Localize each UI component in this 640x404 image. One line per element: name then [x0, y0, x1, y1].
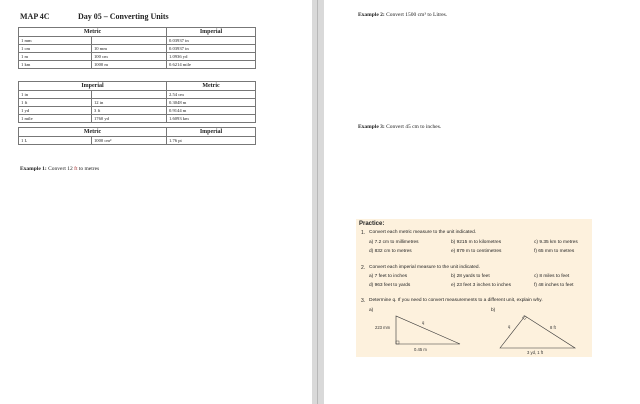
q2-item-e: e) 23 feet 3 inches to inches [451, 283, 511, 288]
table-cell: 1 mile [19, 115, 92, 123]
triangle-b-bottom-label: 3 yd, 1 ft [527, 350, 544, 355]
table-cell: 1.0936 yd [167, 53, 256, 61]
triangle-a-left-label: 223 mm [375, 325, 391, 330]
table-cell: 3 ft [92, 107, 167, 115]
table-row [19, 45, 256, 53]
metric-to-imperial-length-table [18, 27, 256, 69]
q1-number: 1. [361, 230, 366, 236]
q1-item-d: d) 832 cm to metres [369, 249, 412, 254]
q1-item-a: a) 7.2 cm to millimetres [369, 240, 419, 245]
table-header: Metric [167, 82, 256, 91]
table-cell: 1 ft [19, 99, 92, 107]
table-header: Metric [19, 128, 167, 137]
table-header: Imperial [167, 128, 256, 137]
triangle-a-bottom-label: 0.45 m [414, 347, 427, 352]
q3-part-a-label: a) [369, 308, 374, 313]
table-cell: 1.6093 km [167, 115, 256, 123]
table-cell [92, 91, 167, 99]
practice-title: Practice: [359, 221, 385, 227]
table-cell: 1 m [19, 53, 92, 61]
right-angle-marker [396, 341, 399, 344]
table-cell: 12 in [92, 99, 167, 107]
q3-number: 3. [361, 298, 366, 304]
page-gutter [312, 0, 324, 404]
table-cell: 0.03937 in [167, 45, 256, 53]
q1-prompt: Convert each metric measure to the unit indicated. [369, 230, 477, 235]
q2-number: 2. [361, 265, 366, 271]
imperial-to-metric-length-table [18, 81, 256, 123]
table-cell: 1 yd [19, 107, 92, 115]
q1-item-e: e) 879 m to centimetres [451, 249, 502, 254]
q1-item-b: b) 9215 m to kilometres [451, 240, 502, 245]
table-row [19, 53, 256, 61]
q1-item-f: f) 65 mm to metres [534, 249, 575, 254]
q2-item-c: c) 8 miles to feet [534, 274, 570, 279]
lesson-title: Day 05 – Converting Units [78, 12, 169, 21]
example-2 [358, 12, 447, 18]
table-cell: 0.9144 m [167, 107, 256, 115]
table-row [19, 107, 256, 115]
table-cell: 1 in [19, 91, 92, 99]
q2-item-a: a) 7 feet to inches [369, 274, 408, 279]
table-cell: 1 mm [19, 37, 92, 45]
table-cell: 1.76 pt [167, 137, 256, 145]
table-cell: 0.03937 in [167, 37, 256, 45]
q1-item-c: c) 9.35 km to metres [534, 240, 578, 245]
example-3 [358, 124, 441, 130]
table-cell: 0.6214 mile [167, 61, 256, 69]
triangle-a-shape [396, 316, 460, 344]
triangle-a-diagram [370, 312, 470, 354]
triangle-a-hyp-label: q [422, 320, 425, 325]
q2-item-b: b) 28 yards to feet [451, 274, 490, 279]
table-cell: 1000 cm³ [92, 137, 167, 145]
table-row [19, 137, 256, 145]
example-1-label: Example 1: [20, 166, 47, 172]
table-cell [92, 37, 167, 45]
table-header: Metric [19, 28, 167, 37]
table-cell: 0.3048 m [167, 99, 256, 107]
course-code: MAP 4C [20, 12, 50, 21]
table-cell: 1 km [19, 61, 92, 69]
triangle-b-shape [500, 316, 575, 348]
table-row [19, 115, 256, 123]
q3-prompt: Determine q. If you need to convert measurements to a different unit, explain why. [369, 298, 543, 303]
table-row [19, 37, 256, 45]
example-2-label: Example 2: [358, 12, 385, 18]
table-cell: 1 L [19, 137, 92, 145]
table-row [19, 61, 256, 69]
table-cell: 1760 yd [92, 115, 167, 123]
table-cell: 10 mm [92, 45, 167, 53]
example-1-text-end: to metres [78, 166, 100, 172]
example-3-label: Example 3: [358, 124, 385, 130]
example-3-text: Convert 45 cm to inches. [386, 124, 442, 130]
table-cell: 100 cm [92, 53, 167, 61]
q3-part-b-label: b) [491, 308, 496, 313]
table-row [19, 99, 256, 107]
example-1 [20, 166, 99, 172]
q2-prompt: Convert each imperial measure to the unit indicated. [369, 265, 480, 270]
table-cell: 1000 m [92, 61, 167, 69]
table-cell: 2.54 cm [167, 91, 256, 99]
example-1-unit: ft [74, 166, 78, 172]
example-2-text: Convert 1500 cm³ to Litres. [386, 12, 448, 18]
q2-item-f: f) 48 inches to feet [534, 283, 574, 288]
table-header: Imperial [19, 82, 167, 91]
q2-item-d: d) 963 feet to yards [369, 283, 411, 288]
table-row [19, 91, 256, 99]
triangle-b-left-label: q [508, 324, 511, 329]
page-divider [317, 0, 318, 404]
triangle-b-right-label: 8 ft [550, 325, 556, 330]
triangle-b-diagram [495, 312, 585, 356]
table-cell: 1 cm [19, 45, 92, 53]
example-1-text: Convert 12 [48, 166, 73, 172]
table-header: Imperial [167, 28, 256, 37]
volume-conversion-table [18, 127, 256, 145]
